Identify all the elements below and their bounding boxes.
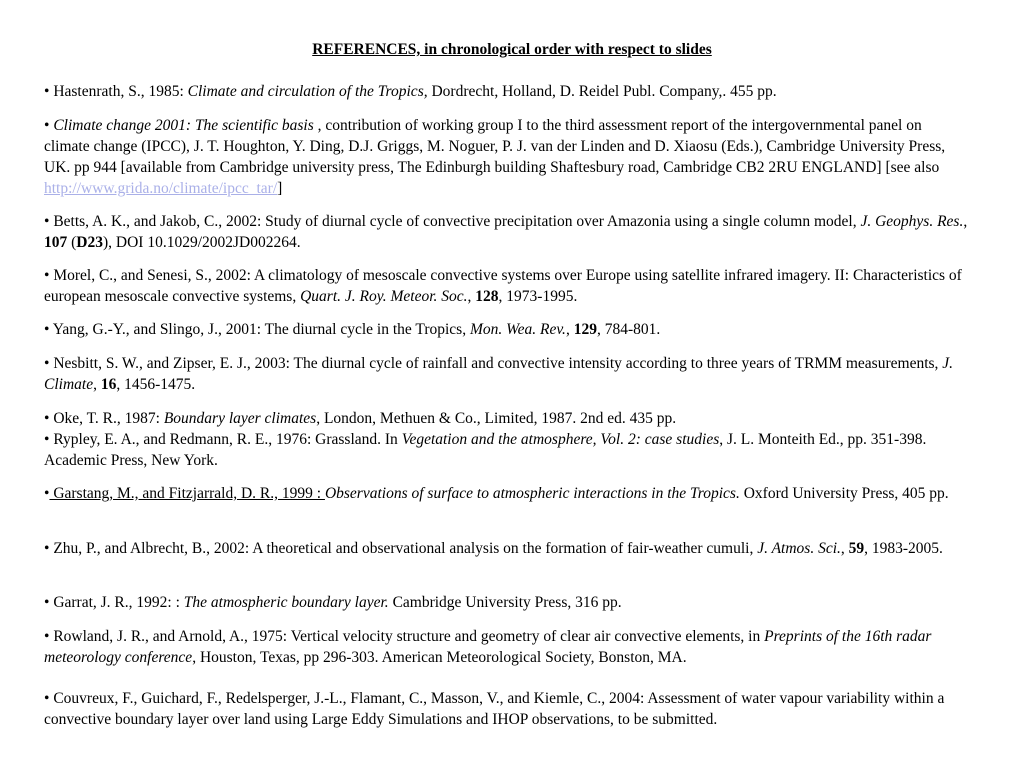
ref-journal: J. Atmos. Sci. [757,540,841,557]
ref-text: Couvreux, F., Guichard, F., Redelsperger, J.-L., Flamant, C., Masson, V., and Kiemle, C., 2004: Assessment of water vapour variability within a convective boundary layer over land using Large Eddy Simulations and IHOP observations, to be submitted. [44,690,945,728]
ref-title: Vegetation and the atmosphere, Vol. 2: case studies [401,431,720,448]
ref-text: Morel, C., and Senesi, S., 2002: A climatology of mesoscale convective systems over Europe using satellite infrared imagery. II: Characteristics of european mesoscale convective systems, [44,267,962,305]
ref-text: , Houston, Texas, pp 296-303. American Meteorological Society, Bonston, MA. [192,649,687,666]
ref-text: ), DOI 10.1029/2002JD002264. [103,234,301,251]
bullet: • [44,410,50,427]
ipcc-tar-link[interactable]: http://www.grida.no/climate/ipcc_tar/ [44,180,278,197]
ref-journal: J. Climate [44,355,954,393]
reference-garrat-1992 [44,592,969,613]
ref-text: Hastenrath, S., 1985: [49,83,188,100]
bullet: • [44,355,50,372]
reference-rowland-arnold-1975 [44,626,969,668]
bullet: • [44,485,50,502]
bullet: • [44,83,50,100]
page-title: REFERENCES, in chronological order with respect to slides [312,41,712,58]
ref-journal: J. Geophys. Res. [860,213,964,230]
ref-journal: Mon. Wea. Rev. [469,321,566,338]
ref-text: Rowland, J. R., and Arnold, A., 1975: Vertical velocity structure and geometry of clear air convective elements, in [49,628,765,645]
ref-issue: D23 [76,234,103,251]
reference-hastenrath-1985 [44,81,969,102]
ref-volume: 107 [44,234,68,251]
ref-title: Climate and circulation of the Tropics, [187,83,428,100]
ref-text: Cambridge University Press, 316 pp. [388,594,622,611]
ref-title: Observations of surface to atmospheric interactions in the Tropics. [324,485,740,502]
ref-text: , contribution of working group I to the third assessment report of the intergovernmental panel on climate change (IPCC), J. T. Houghton, Y. Ding, D.J. Griggs, M. Noguer, P. J. van der Linden and D. Xiaosu (Eds.), Cambridge University Press, UK. pp 944 [available from Cambridge university press, The Edinburgh building Shaftesbury road, Cambridge CB2 2RU ENGLAND] [see also [44,117,946,176]
ref-text: , 1983-2005. [864,540,943,557]
ref-text: , [93,376,101,393]
ref-title: Preprints of the 16th radar meteorology conference [44,628,932,666]
ref-volume: 59 [848,540,865,557]
ref-text: , [565,321,574,338]
reference-nesbitt-zipser-2003 [44,353,969,395]
bullet: • [44,321,50,338]
bullet: • [44,267,50,284]
ref-text: , 1973-1995. [498,288,578,305]
bullet: • [44,628,50,645]
ref-volume: 16 [100,376,117,393]
ref-journal: Quart. J. Roy. Meteor. Soc. [300,288,468,305]
ref-title: Boundary layer climates [163,410,317,427]
reference-garstang-fitzjarrald-1999 [44,483,969,504]
reference-couvreux-2004 [44,688,969,730]
bullet: • [44,594,50,611]
reference-betts-jakob-2002 [44,211,969,253]
ref-text: ] [277,180,283,197]
ref-text: Oke, T. R., 1987: [49,410,164,427]
ref-text: Zhu, P., and Albrecht, B., 2002: A theoretical and observational analysis on the formation of fair-weather cumuli, [49,540,758,557]
ref-text: Garstang, M., and Fitzjarrald, D. R., 1999 : [49,485,325,502]
ref-text: , J. L. Monteith Ed., pp. 351-398. Academic Press, New York. [44,431,927,469]
ref-text: Oxford University Press, 405 pp. [739,485,949,502]
ref-text: , [467,288,476,305]
ref-text: Nesbitt, S. W., and Zipser, E. J., 2003: The diurnal cycle of rainfall and convective intensity according to three years of TRMM measurements, [49,355,943,372]
ref-text: , 784-801. [596,321,661,338]
ref-volume: 128 [475,288,499,305]
bullet: • [44,540,50,557]
ref-volume: 129 [573,321,597,338]
bullet: • [44,431,50,448]
ref-text: Garrat, J. R., 1992: : [49,594,184,611]
reference-oke-1987 [44,408,969,429]
ref-text: , 1456-1475. [116,376,196,393]
ref-text: , [840,540,849,557]
ref-text: Yang, G.-Y., and Slingo, J., 2001: The diurnal cycle in the Tropics, [49,321,470,338]
ref-title: The atmospheric boundary layer. [183,594,389,611]
ref-text: Rypley, E. A., and Redmann, R. E., 1976: Grassland. In [49,431,402,448]
bullet: • [44,213,50,230]
ref-text: , London, Methuen & Co., Limited, 1987. 2nd ed. 435 pp. [316,410,677,427]
bullet: • [44,117,50,134]
reference-yang-slingo-2001 [44,319,969,340]
reference-ipcc-2001 [44,115,969,199]
reference-morel-senesi-2002 [44,265,969,307]
ref-text: ( [67,234,77,251]
bullet: • [44,690,50,707]
reference-rypley-redmann-1976 [44,429,969,471]
ref-text: Betts, A. K., and Jakob, C., 2002: Study of diurnal cycle of convective precipitation over Amazonia using a single column model, [49,213,861,230]
reference-zhu-albrecht-2002 [44,538,969,559]
ref-text: Dordrecht, Holland, D. Reidel Publ. Company,. 455 pp. [427,83,777,100]
ref-text: , [963,213,968,230]
ref-title: Climate change 2001: The scientific basis [53,117,314,134]
